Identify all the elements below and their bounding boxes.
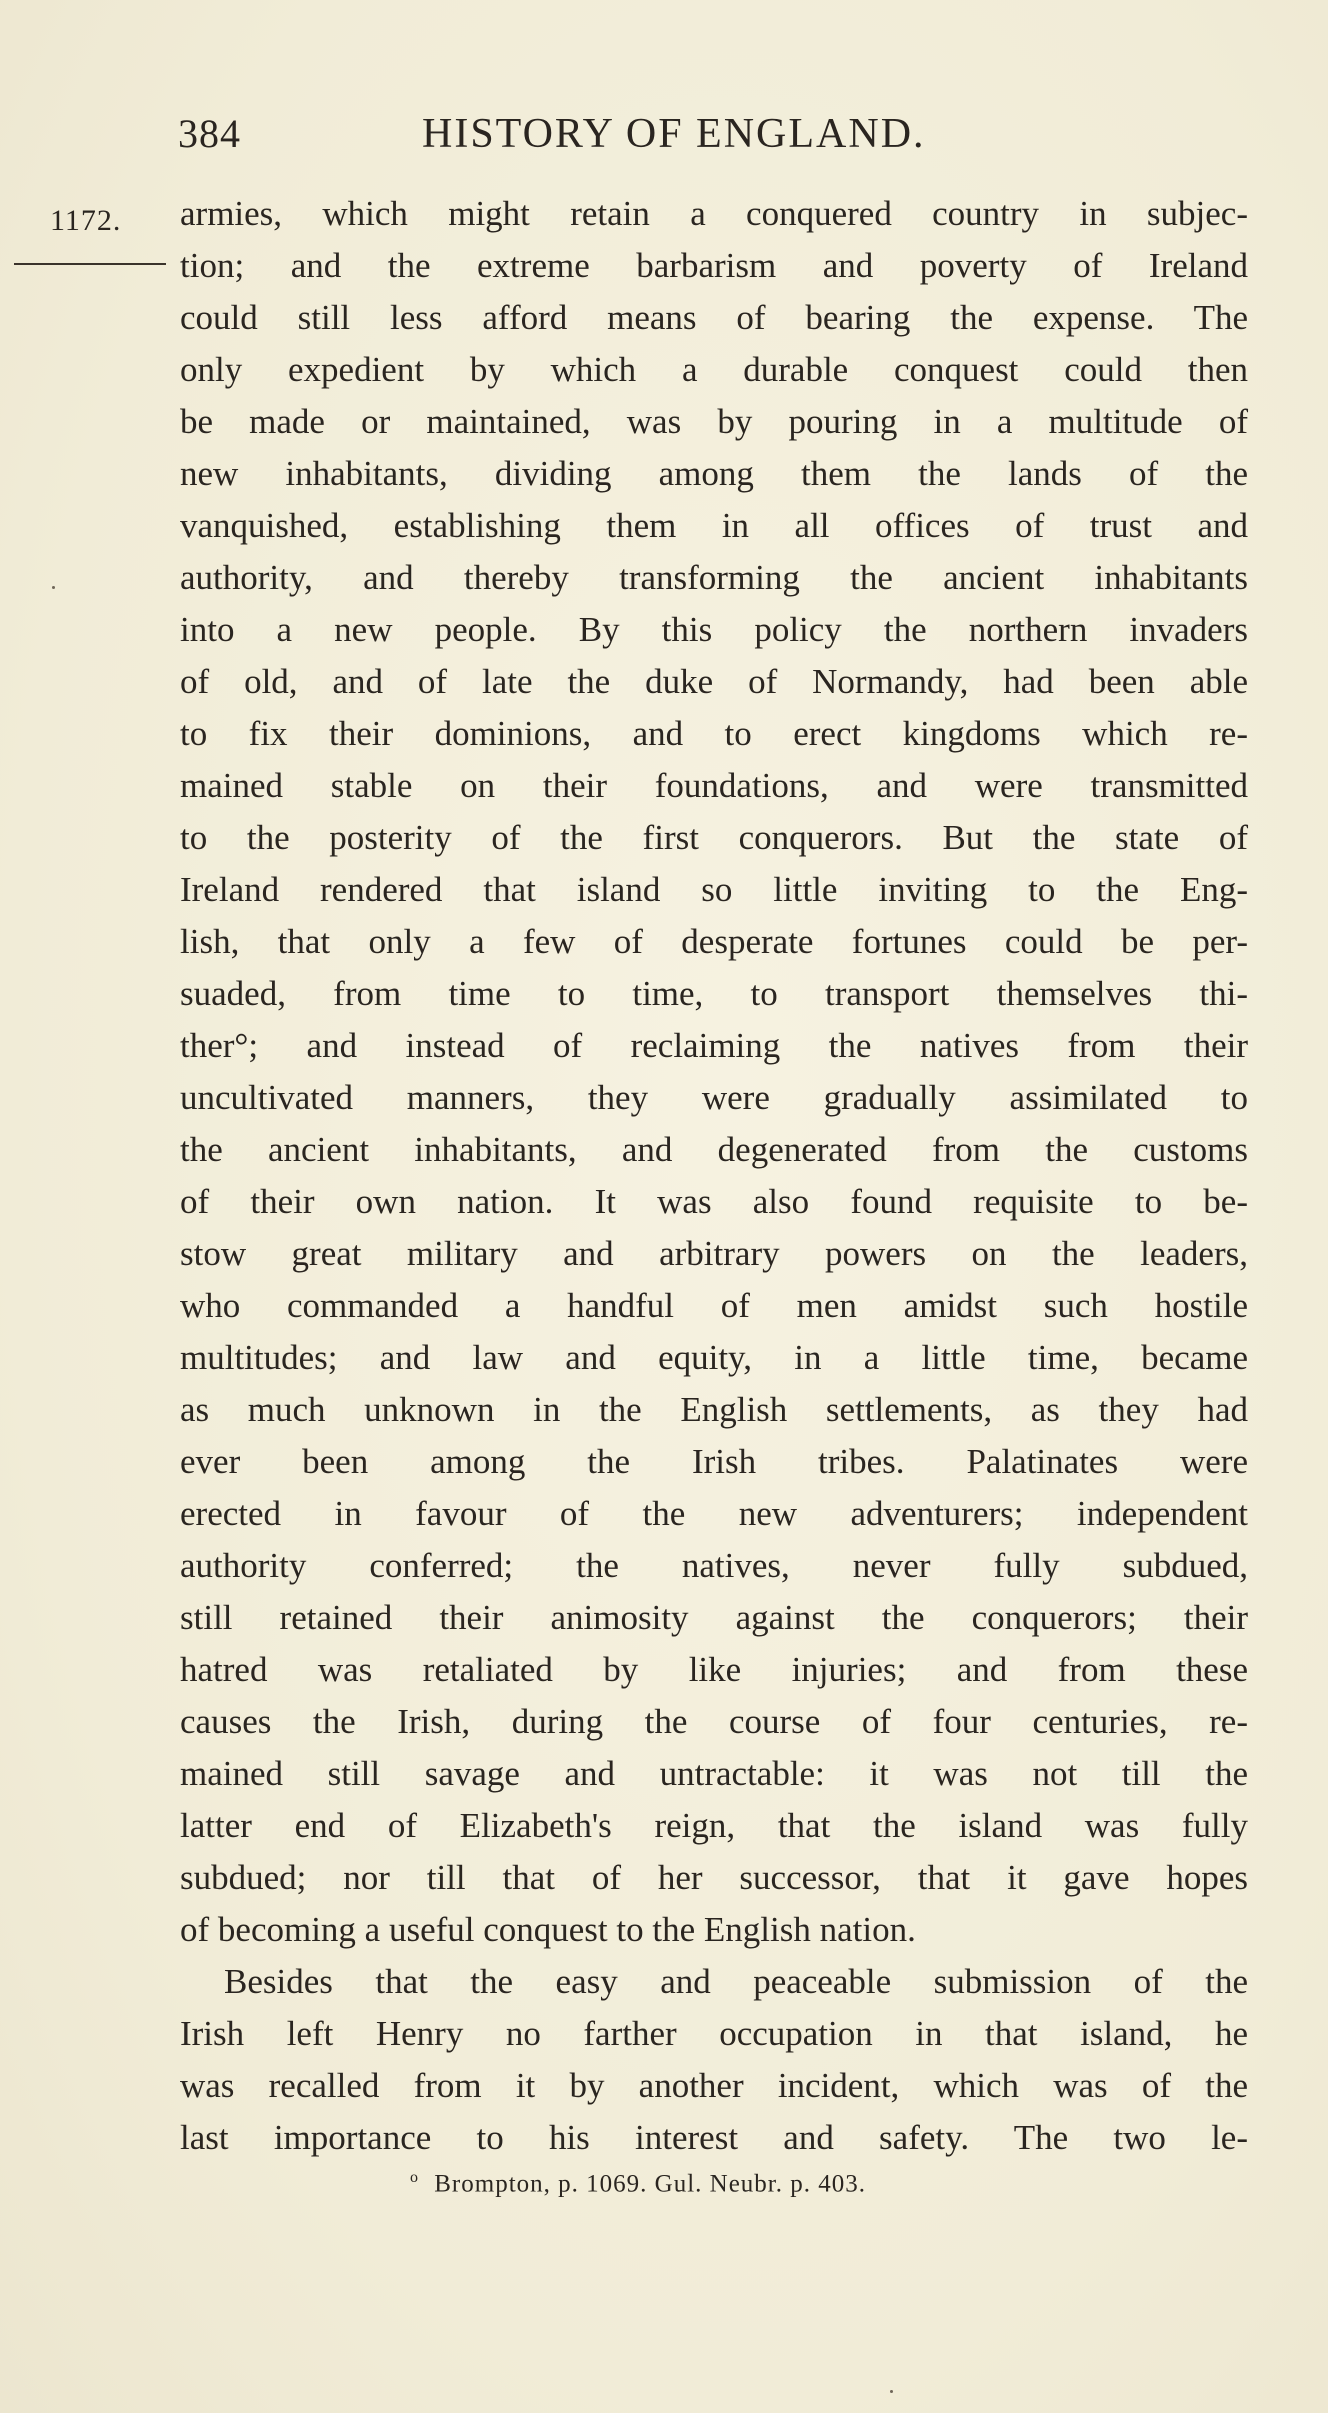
margin-rule <box>14 263 166 265</box>
footnote <box>410 2169 866 2198</box>
paper-speck <box>890 2390 893 2393</box>
text-line: armies, which might retain a conquered country in subjec- <box>180 194 1248 233</box>
running-title: HISTORY OF ENGLAND. <box>422 111 926 157</box>
text-line: Irish left Henry no farther occupation in that island, he <box>180 2014 1248 2053</box>
text-line: of their own nation. It was also found requisite to be- <box>180 1182 1248 1221</box>
text-line: ever been among the Irish tribes. Palatinates were <box>180 1442 1248 1481</box>
text-line: Besides that the easy and peaceable submission of the <box>224 1962 1248 2001</box>
text-line: mained stable on their foundations, and were transmitted <box>180 766 1248 805</box>
text-line: last importance to his interest and safety. The two le- <box>180 2118 1248 2157</box>
body-text <box>180 188 1248 2164</box>
text-line: hatred was retaliated by like injuries; and from these <box>180 1650 1248 1689</box>
text-line: Ireland rendered that island so little inviting to the Eng- <box>180 870 1248 909</box>
text-line: lish, that only a few of desperate fortunes could be per- <box>180 922 1248 961</box>
text-line: only expedient by which a durable conquest could then <box>180 350 1248 389</box>
text-line: subdued; nor till that of her successor, that it gave hopes <box>180 1858 1248 1897</box>
page-header <box>178 110 1248 170</box>
text-line: the ancient inhabitants, and degenerated from the customs <box>180 1130 1248 1169</box>
text-line: as much unknown in the English settlements, as they had <box>180 1390 1248 1429</box>
text-line: causes the Irish, during the course of four centuries, re- <box>180 1702 1248 1741</box>
footnote-mark: o <box>410 2169 419 2186</box>
text-line: latter end of Elizabeth's reign, that the island was fully <box>180 1806 1248 1845</box>
text-line: who commanded a handful of men amidst such hostile <box>180 1286 1248 1325</box>
text-line: to the posterity of the first conquerors. But the state of <box>180 818 1248 857</box>
text-line: be made or maintained, was by pouring in a multitude of <box>180 402 1248 441</box>
text-line: ther°; and instead of reclaiming the natives from their <box>180 1026 1248 1065</box>
text-line: tion; and the extreme barbarism and poverty of Ireland <box>180 246 1248 285</box>
text-line: of becoming a useful conquest to the English nation. <box>180 1910 916 1949</box>
text-line: new inhabitants, dividing among them the lands of the <box>180 454 1248 493</box>
text-line: mained still savage and untractable: it was not till the <box>180 1754 1248 1793</box>
page-number: 384 <box>178 111 241 156</box>
text-line: could still less afford means of bearing the expense. The <box>180 298 1248 337</box>
text-line: of old, and of late the duke of Normandy, had been able <box>180 662 1248 701</box>
footnote-text: Brompton, p. 1069. Gul. Neubr. p. 403. <box>434 2170 866 2198</box>
text-line: was recalled from it by another incident, which was of the <box>180 2066 1248 2105</box>
text-line: suaded, from time to time, to transport themselves thi- <box>180 974 1248 1013</box>
text-line: authority conferred; the natives, never fully subdued, <box>180 1546 1248 1585</box>
text-line: vanquished, establishing them in all offices of trust and <box>180 506 1248 545</box>
paper-speck <box>52 586 55 589</box>
text-line: into a new people. By this policy the northern invaders <box>180 610 1248 649</box>
text-line: erected in favour of the new adventurers; independent <box>180 1494 1248 1533</box>
text-line: still retained their animosity against the conquerors; their <box>180 1598 1248 1637</box>
text-line: stow great military and arbitrary powers on the leaders, <box>180 1234 1248 1273</box>
margin-year: 1172. <box>50 204 122 237</box>
text-line: multitudes; and law and equity, in a little time, became <box>180 1338 1248 1377</box>
text-line: uncultivated manners, they were gradually assimilated to <box>180 1078 1248 1117</box>
text-line: authority, and thereby transforming the ancient inhabitants <box>180 558 1248 597</box>
text-line: to fix their dominions, and to erect kingdoms which re- <box>180 714 1248 753</box>
